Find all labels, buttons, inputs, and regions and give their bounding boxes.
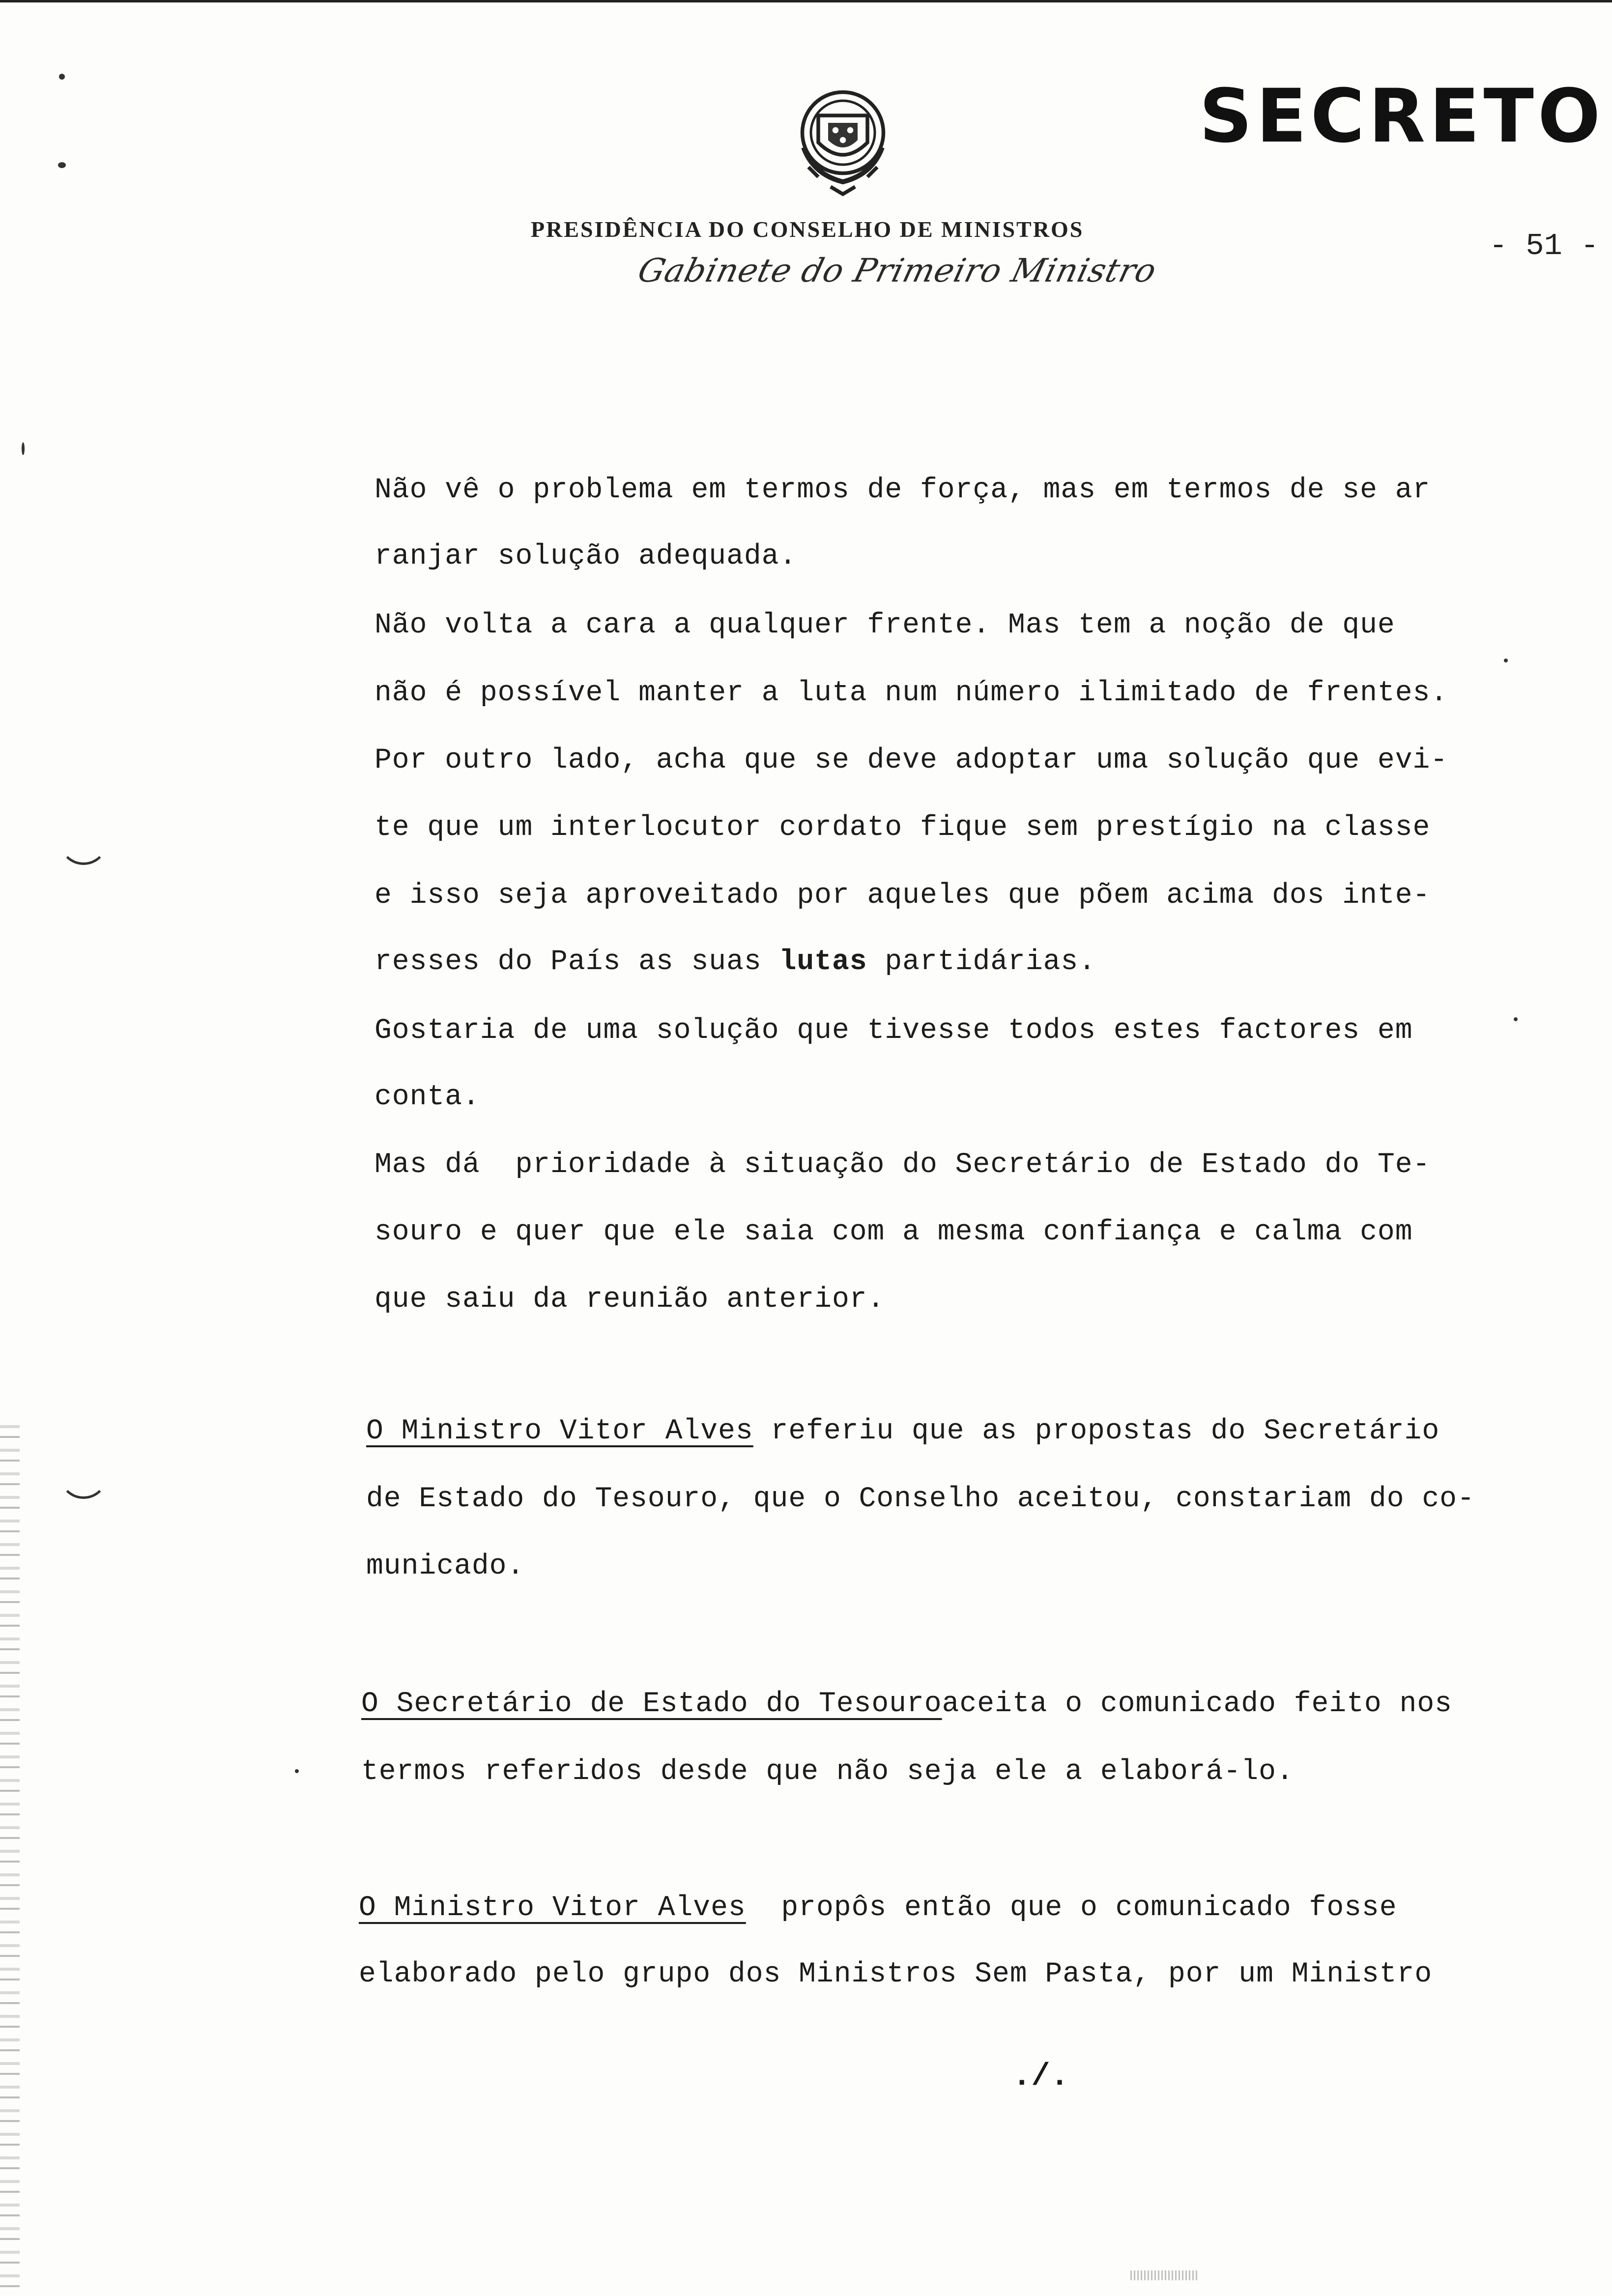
body-line: Mas dá prioridade à situação do Secretário de Estado do Te- [374, 1149, 1431, 1181]
body-line: que saiu da reunião anterior. [374, 1284, 885, 1316]
scan-mark [59, 1464, 108, 1499]
body-text: resses do País as suas [374, 946, 779, 978]
body-line: termos referidos desde que não seja ele a elaborá-lo. [361, 1756, 1294, 1788]
body-line: Por outro lado, acha que se deve adoptar uma solução que evi- [374, 745, 1448, 776]
scan-speck [22, 442, 25, 455]
body-text-emphasis: lutas [779, 946, 867, 978]
scan-speck [1514, 1017, 1518, 1021]
body-text: aceita o comunicado feito nos [942, 1688, 1452, 1720]
scan-speck [59, 74, 65, 80]
institution-heading: PRESIDÊNCIA DO CONSELHO DE MINISTROS [531, 217, 1084, 242]
scan-mark [1130, 2270, 1199, 2280]
top-border [0, 0, 1612, 2]
speaker-name: O Ministro Vitor Alves [366, 1415, 753, 1447]
page-number: - 51 - [1489, 229, 1599, 263]
body-line: souro e quer que ele saia com a mesma confiança e calma com [374, 1216, 1413, 1248]
body-line: de Estado do Tesouro, que o Conselho aceitou, constariam do co- [366, 1483, 1475, 1515]
scan-speck [1504, 659, 1508, 662]
scan-speck [58, 162, 66, 168]
scan-edge [0, 1425, 20, 2296]
body-line: e isso seja aproveitado por aqueles que põem acima dos inte- [374, 880, 1431, 912]
body-text: partidárias. [867, 946, 1096, 978]
speaker-name: O Ministro Vitor Alves [359, 1892, 746, 1924]
scan-mark [59, 831, 108, 865]
body-line [359, 1892, 1397, 1924]
body-line: Não vê o problema em termos de força, mas em termos de se ar [374, 474, 1431, 506]
portugal-coat-of-arms-icon [781, 79, 904, 201]
body-line: municado. [366, 1550, 525, 1582]
body-line [374, 946, 1096, 978]
office-heading: Gabinete do Primeiro Ministro [634, 252, 1161, 289]
body-text: propôs então que o comunicado fosse [746, 1892, 1397, 1924]
body-line [366, 1415, 1439, 1447]
body-text: referiu que as propostas do Secretário [753, 1415, 1440, 1447]
speaker-name: O Secretário de Estado do Tesouro [361, 1688, 942, 1720]
continuation-mark: ./. [1012, 2059, 1069, 2095]
classification-stamp: SECRETO [1199, 74, 1605, 159]
body-line: conta. [374, 1081, 480, 1113]
body-line: Não volta a cara a qualquer frente. Mas tem a noção de que [374, 609, 1395, 641]
scan-speck [295, 1769, 299, 1773]
body-line [361, 1688, 1452, 1720]
body-line: Gostaria de uma solução que tivesse todos estes factores em [374, 1015, 1413, 1047]
body-line: ranjar solução adequada. [374, 541, 797, 573]
body-line: elaborado pelo grupo dos Ministros Sem Pasta, por um Ministro [359, 1958, 1433, 1990]
body-line: não é possível manter a luta num número ilimitado de frentes. [374, 677, 1448, 709]
body-line: te que um interlocutor cordato fique sem prestígio na classe [374, 812, 1431, 844]
